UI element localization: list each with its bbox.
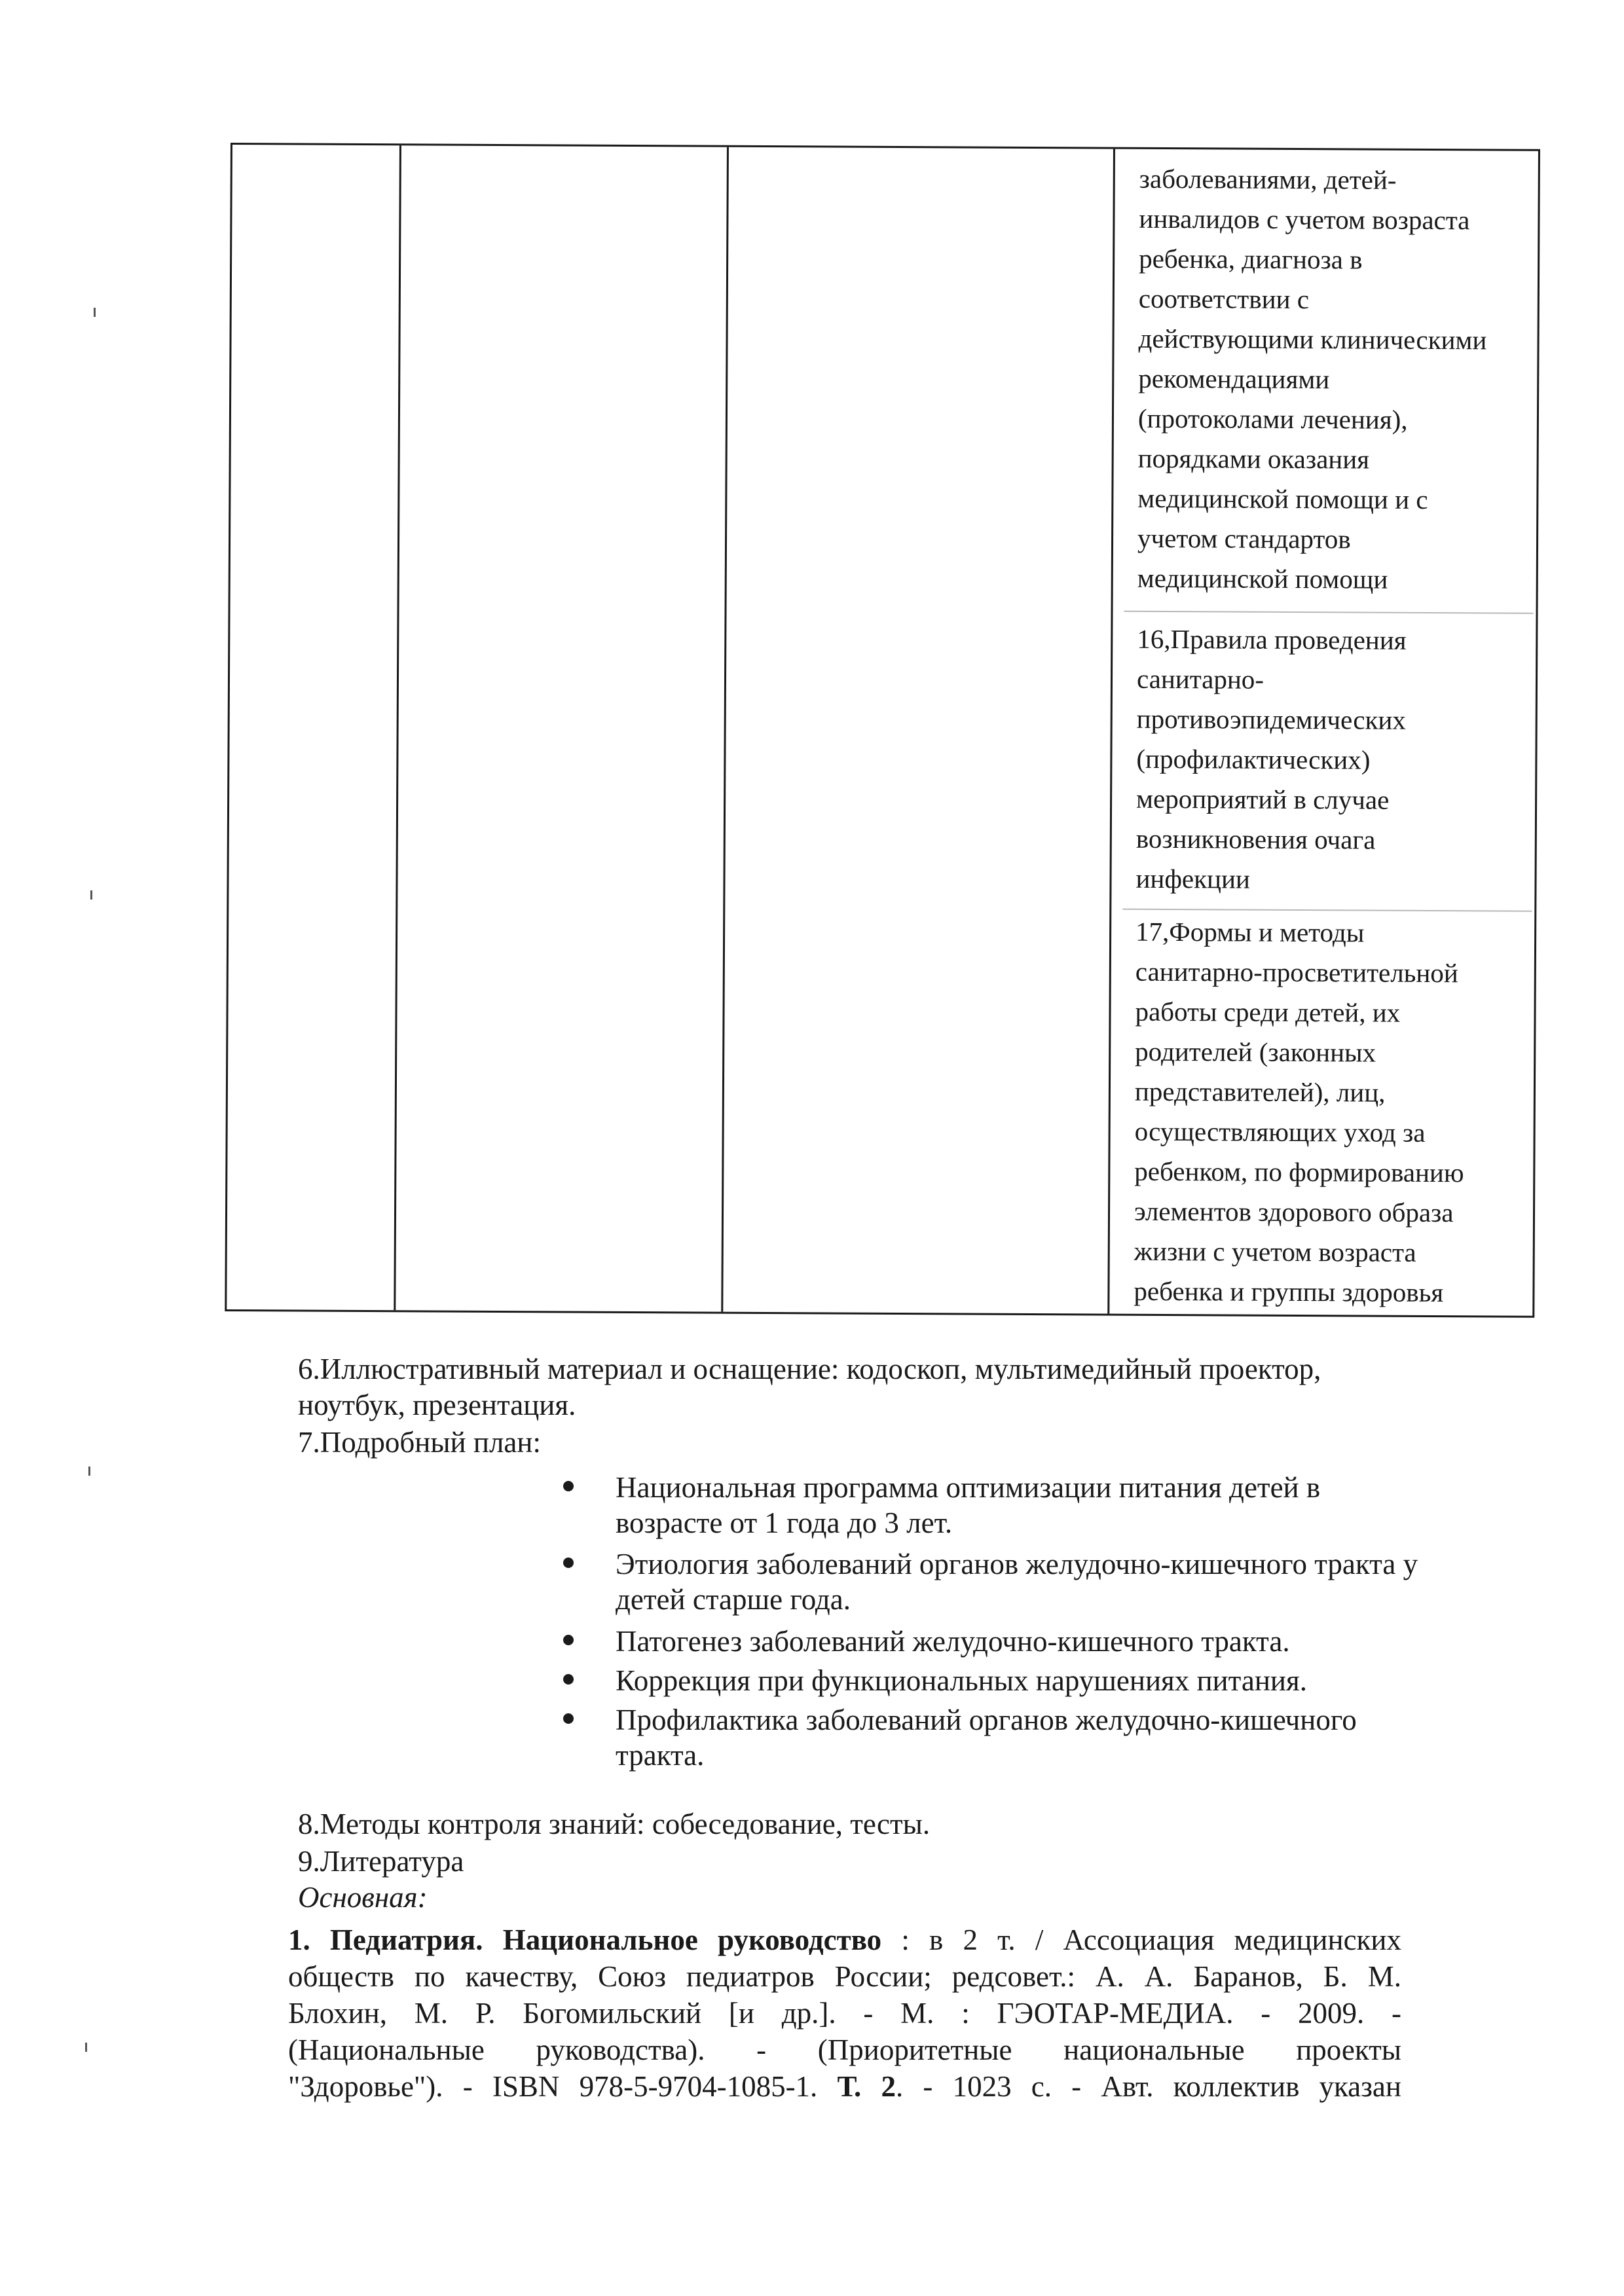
- reference-line-2: обществ по качеству, Союз педиатров России; редсовет.: А. А. Баранов, Б. М.: [288, 1960, 1401, 1993]
- reference-volume: Т. 2: [837, 2070, 896, 2103]
- reference-line-4: (Национальные руководства). - (Приоритетные национальные проекты: [288, 2033, 1401, 2066]
- literature-reference-1: [288, 1922, 1401, 2105]
- bullet-icon: [563, 1558, 574, 1568]
- reference-title: 1. Педиатрия. Национальное руководство: [288, 1923, 882, 1956]
- literature-main-subheading: Основная:: [298, 1881, 428, 1914]
- competency-table: [225, 143, 1540, 1318]
- table-column-divider: [1107, 149, 1115, 1314]
- plan-item-text: Национальная программа оптимизации питания детей в возрасте от 1 года до 3 лет.: [616, 1471, 1321, 1539]
- scan-mark: [90, 890, 92, 900]
- section-6-line-1: 6.Иллюстративный материал и оснащение: кодоскоп, мультимедийный проектор,: [298, 1353, 1321, 1385]
- scan-mark: [88, 1467, 90, 1476]
- plan-item-text: Профилактика заболеваний органов желудочно-кишечного тракта.: [616, 1704, 1357, 1772]
- reference-line-5-start: "Здоровье"). - ISBN 978-5-9704-1085-1.: [288, 2070, 838, 2103]
- table-cell-knowledge: [1120, 149, 1536, 1316]
- table-paragraph-separator: [1124, 611, 1534, 614]
- section-7-heading: 7.Подробный план:: [298, 1426, 541, 1459]
- section-9-heading: 9.Литература: [298, 1845, 464, 1878]
- table-paragraph: 17,Формы и методы санитарно-просветительной работы среди детей, их родителей (законных представителей), лиц, осуществляющих уход за ребенком, по формированию элементов здорового образа жизни с учетом возраста ребенка и группы здоровья: [1134, 916, 1464, 1308]
- plan-item-text: Этиология заболеваний органов желудочно-кишечного тракта у детей старше года.: [616, 1548, 1418, 1616]
- table-paragraph: 16,Правила проведения санитарно- противоэпидемических (профилактических) мероприятий в случае возникновения очага инфекции: [1135, 623, 1407, 894]
- table-column-divider: [394, 145, 401, 1310]
- bullet-icon: [563, 1713, 574, 1724]
- plan-item-text: Коррекция при функциональных нарушениях питания.: [616, 1664, 1307, 1697]
- table-paragraph: заболеваниями, детей- инвалидов с учетом возраста ребенка, диагноза в соответствии с действующими клиническими рекомендациями (протоколами лечения), порядками оказания медицинской помощи и с учетом стандартов медицинской помощи: [1137, 163, 1487, 594]
- table-column-divider: [721, 147, 729, 1312]
- section-8-text: 8.Методы контроля знаний: собеседование, тесты.: [298, 1808, 931, 1840]
- bullet-icon: [563, 1635, 574, 1645]
- reference-line-5-end: . - 1023 с. - Авт. коллектив указан: [895, 2070, 1401, 2103]
- bullet-icon: [563, 1481, 574, 1491]
- table-paragraph-separator: [1122, 909, 1532, 912]
- reference-line-1: [288, 1922, 1401, 1958]
- section-6-line-2: ноутбук, презентация.: [298, 1389, 576, 1421]
- plan-item-text: Патогенез заболеваний желудочно-кишечного тракта.: [616, 1625, 1290, 1658]
- scan-mark: [94, 308, 96, 317]
- scan-mark: [85, 2043, 87, 2052]
- reference-line-1-rest: : в 2 т. / Ассоциация медицинских: [881, 1923, 1401, 1956]
- bullet-icon: [563, 1674, 574, 1685]
- reference-line-3: Блохин, М. Р. Богомильский [и др.]. - М. : ГЭОТАР-МЕДИА. - 2009. -: [288, 1997, 1401, 2030]
- reference-line-5: [288, 2068, 1401, 2105]
